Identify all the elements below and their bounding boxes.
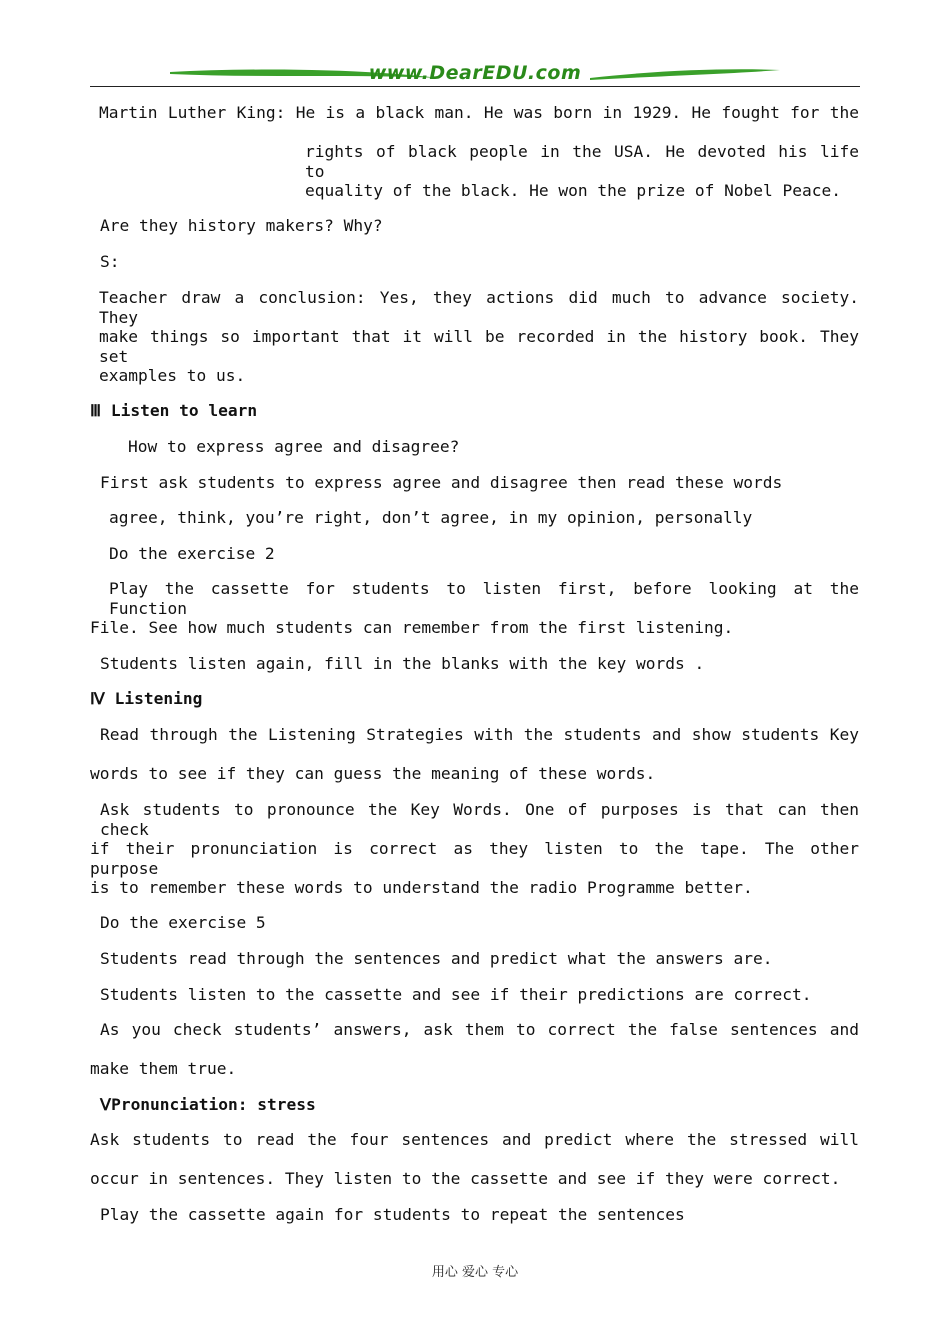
text-line: Do the exercise 5 xyxy=(100,913,266,932)
right-swoosh-icon xyxy=(590,66,780,84)
section-heading: ⅤPronunciation: stress xyxy=(100,1095,316,1114)
text-line: As you check students’ answers, ask them to correct the false sentences and xyxy=(100,1020,859,1039)
text-line: Students read through the sentences and predict what the answers are. xyxy=(100,949,773,968)
section-heading: Ⅳ Listening xyxy=(90,689,203,708)
text-line: make them true. xyxy=(90,1059,237,1078)
text-line: if their pronunciation is correct as they listen to the tape. The other purpose xyxy=(90,839,859,878)
text-line: Play the cassette for students to listen first, before looking at the Function xyxy=(109,579,859,618)
text-line: S: xyxy=(100,252,120,271)
text-line: Play the cassette again for students to repeat the sentences xyxy=(100,1205,685,1224)
text-line: How to express agree and disagree? xyxy=(128,437,460,456)
text-line: File. See how much students can remember from the first listening. xyxy=(90,618,734,637)
text-line: Ask students to read the four sentences and predict where the stressed will xyxy=(90,1130,859,1149)
text-line: equality of the black. He won the prize of Nobel Peace. xyxy=(305,181,842,200)
text-line: First ask students to express agree and disagree then read these words xyxy=(100,473,783,492)
text-line: Ask students to pronounce the Key Words. One of purposes is that can then check xyxy=(100,800,859,839)
text-line: Martin Luther King: He is a black man. He was born in 1929. He fought for the xyxy=(99,103,859,122)
text-line: Students listen again, fill in the blanks with the key words . xyxy=(100,654,705,673)
text-line: rights of black people in the USA. He devoted his life to xyxy=(305,142,859,181)
text-line: occur in sentences. They listen to the cassette and see if they were correct. xyxy=(90,1169,841,1188)
text-line: words to see if they can guess the meaning of these words. xyxy=(90,764,656,783)
header-rule xyxy=(90,86,860,87)
text-line: Students listen to the cassette and see if their predictions are correct. xyxy=(100,985,812,1004)
text-line: Do the exercise 2 xyxy=(109,544,275,563)
text-line: Teacher draw a conclusion: Yes, they actions did much to advance society. They xyxy=(99,288,859,327)
section-heading: Ⅲ Listen to learn xyxy=(90,401,258,420)
site-logo: www.DearEDU.com xyxy=(368,62,582,84)
page-header xyxy=(90,62,860,88)
text-line: make things so important that it will be recorded in the history book. They set xyxy=(99,327,859,366)
page-footer: 用心 爱心 专心 xyxy=(431,1265,519,1280)
text-line: examples to us. xyxy=(99,366,246,385)
text-line: agree, think, you’re right, don’t agree, in my opinion, personally xyxy=(109,508,753,527)
text-line: Read through the Listening Strategies with the students and show students Key xyxy=(100,725,859,744)
text-line: is to remember these words to understand the radio Programme better. xyxy=(90,878,753,897)
text-line: Are they history makers? Why? xyxy=(100,216,383,235)
